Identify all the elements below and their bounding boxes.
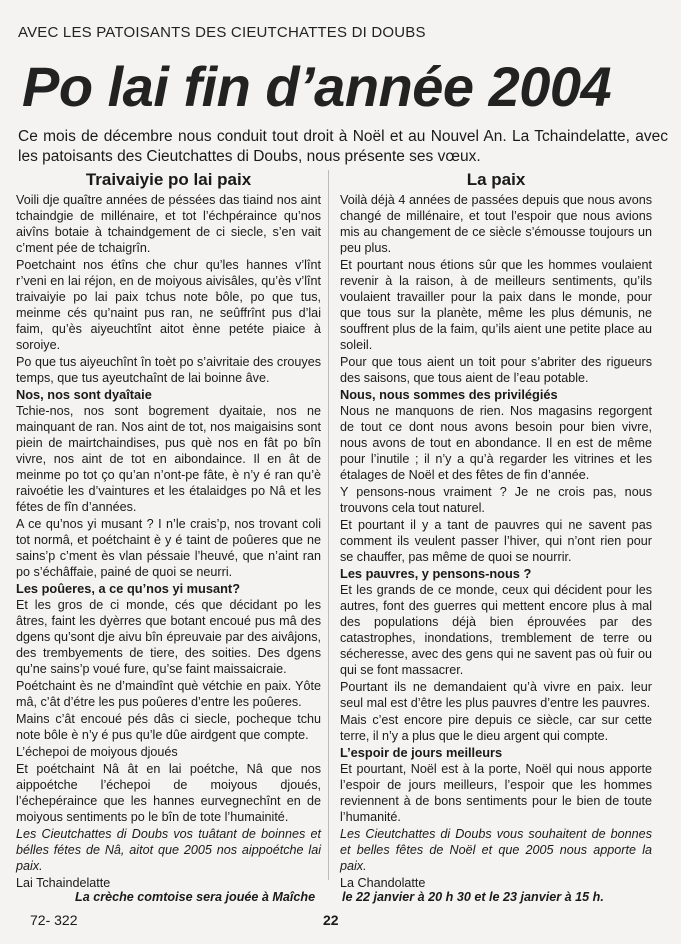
patois-column-body — [16, 192, 321, 891]
paragraph: Et les gros de ci monde, cés que décidant po les âtres, faint les dyèrres que botant encoué pus mâ des dgens qu’sont dje aivu bîn épreuvaie par des aivâjons, des trembyements de tiere, des soities. Des dgens qu’ne sains’p voué fure, qu’se faint maissaicraie. — [16, 598, 321, 676]
paragraph: Tchie-nos, nos sont bogrement dyaitaie, nos ne mainquant de ran. Nos aint de tot, nos maigaisins sont piein de mairtchaindises, pus què nos en fât po bîn vivre, nos aint de tot en aibondaince. Il en ât de meinme po tot ço qu’an n’ont-pe fâte, è n’y é ran qu’è raivoétie les d’vaintures et les étalaidges po Nâ et les fétes de fîn d’années. — [16, 404, 321, 514]
intro-paragraph: Ce mois de décembre nous conduit tout droit à Noël et au Nouvel An. La Tchaindelatte, avec les patoisants des Cieutchattes di Doubs, nous présente ses vœux. — [18, 128, 668, 165]
paragraph: Mains c’ât encoué pés dâs ci siecle, pocheque tchu note bôle è n’y é pus qu’le dûe airdgent que compte. — [16, 712, 321, 742]
paragraph: Et pourtant, Noël est à la porte, Noël qui nous apporte l’espoir de jours meilleurs, l’espoir que les hommes reviennent à de bons sentiments pour le bien de toute l’humanité. — [340, 762, 652, 824]
paragraph: Et pourtant il y a tant de pauvres qui ne savent pas comment ils veulent passer l’hiver, qui n’ont rien pour se chauffer, pas même de quoi se nourrir. — [340, 518, 652, 564]
event-note-left: La crèche comtoise sera jouée à Maîche — [75, 890, 316, 904]
subheading: L’espoir de jours meilleurs — [340, 745, 503, 760]
paragraph: Et pourtant nous étions sûr que les hommes voulaient revenir à la raison, à de meilleurs sentiments, qu’ils voulaient travailler pour la paix dans le monde, pour que tous sur la planète, même les plus démunis, ne souffrent plus de la faim, qu’ils aient une petite place au soleil. — [340, 258, 652, 352]
patois-column — [16, 170, 321, 892]
paragraph: Poetchaint nos étîns che chur qu’les hannes v’lînt r’veni en lai réjon, en de moiyous aivisâles, qu’ès v’lînt traivaiyie po lai paix tchus note bôle, po que tus, meinme cés qu’naint pus ran, ne seûffrînt pus d’lai faim, qu’ès aiyeuchtînt aitot ènne petéte piaice à soroiye. — [16, 258, 321, 352]
subheading: Nous, nous sommes des privilégiés — [340, 387, 558, 402]
paragraph: Et les grands de ce monde, ceux qui décident pour les autres, font des guerres qui mettent encore plus à mal des populations déjà bien éprouvées par des catastrophes, inondations, tremblement de terre ou sécheresse, avec des gens qui ne savent pas où fuir ou qui se font massacrer. — [340, 583, 652, 677]
page-number: 22 — [323, 912, 339, 928]
subheading: Les pauvres, y pensons-nous ? — [340, 566, 532, 581]
event-note-right: le 22 janvier à 20 h 30 et le 23 janvier à 15 h. — [342, 890, 604, 904]
paragraph: Pour que tous aient un toit pour s’abriter des rigueurs des saisons, que tous aient de l’eau potable. — [340, 355, 652, 385]
paragraph: Les Cieutchattes di Doubs vous souhaitent de bonnes et belles fêtes de Noël et que 2005 nous apporte la paix. — [340, 827, 652, 873]
signature: La Chandolatte — [340, 876, 426, 890]
page-reference: 72- 322 — [30, 912, 78, 928]
french-column — [340, 170, 652, 892]
signature: Lai Tchaindelatte — [16, 876, 111, 890]
paragraph: L’échepoi de moiyous djoués — [16, 745, 178, 759]
patois-column-title: Traivaiyie po lai paix — [85, 170, 252, 189]
paragraph: Voili dje quaître années de péssées das tiaind nos aint tchaindgie de millénaire, et tot l’échpéraince qu’nos aivîns botaie à tchaindgement de ci siecle, s’en vait c’ment pée de tchaigrîn. — [16, 193, 321, 255]
page-title: Po lai fin d’année 2004 — [22, 55, 612, 118]
subheading: Les poûeres, a ce qu’nos yi musant? — [16, 581, 241, 596]
paragraph: Poétchaint ès ne d’maindînt què vétchie en paix. Yôte mâ, c’ât d’étre les pus poûeres d’entre les poûeres. — [16, 679, 321, 709]
column-divider — [328, 170, 329, 880]
subheading: Nos, nos sont dyaîtaie — [16, 387, 152, 402]
french-column-title: La paix — [466, 170, 526, 189]
paragraph: Et poétchaint Nâ ât en lai poétche, Nâ que nos aippoétche l’échepoi de moiyous djoués, l’échepéraince que les hannes eurvegnechînt en de moiyous sentiments po le bîn de tote l’humainité. — [16, 762, 321, 824]
paragraph: Y pensons-nous vraiment ? Je ne crois pas, nous trouvons cela tout naturel. — [340, 485, 652, 515]
paragraph: Les Cieutchattes di Doubs vos tuâtant de boinnes et bélles fétes de Nâ, aitot que 2005 nos aippoétche lai paix. — [16, 827, 321, 873]
french-column-body — [340, 192, 652, 891]
paragraph: Voilà déjà 4 années de passées depuis que nous avons changé de millénaire, et tout l’espoir que nous avions mis au changement de ce siècle s’émousse toujours un peu plus. — [340, 193, 652, 255]
paragraph: Pourtant ils ne demandaient qu’à vivre en paix. leur seul mal est d’être les plus pauvres d’entre les pauvres. — [340, 680, 652, 710]
section-kicker: AVEC LES PATOISANTS DES CIEUTCHATTES DI DOUBS — [18, 24, 426, 41]
paragraph: Nous ne manquons de rien. Nos magasins regorgent de tout ce dont nous avons besoin pour bien vivre, nous avons de tout en abondance. Il en est de même pour l’inutile ; il n’y a qu’à regarder les vitrines et les étalages de Noël et des fêtes de fin d’année. — [340, 404, 652, 482]
paragraph: Po que tus aiyeuchînt în toèt po s’aivritaie des crouyes temps, que tus ayeutchaînt de lai boinne âve. — [16, 355, 321, 385]
paragraph: A ce qu’nos yi musant ? I n’le crais’p, nos trovant coli tot normâ, et poétchaint è y é taint de poûeres que ne sains’p c’ment ès vlan péssaie l’heuvé, que n’aint ran po s’échâffaie, painé de quoi se neurri. — [16, 517, 321, 579]
paragraph: Mais c’est encore pire depuis ce siècle, car sur cette terre, il n’y a plus que le dieu argent qui compte. — [340, 713, 652, 743]
